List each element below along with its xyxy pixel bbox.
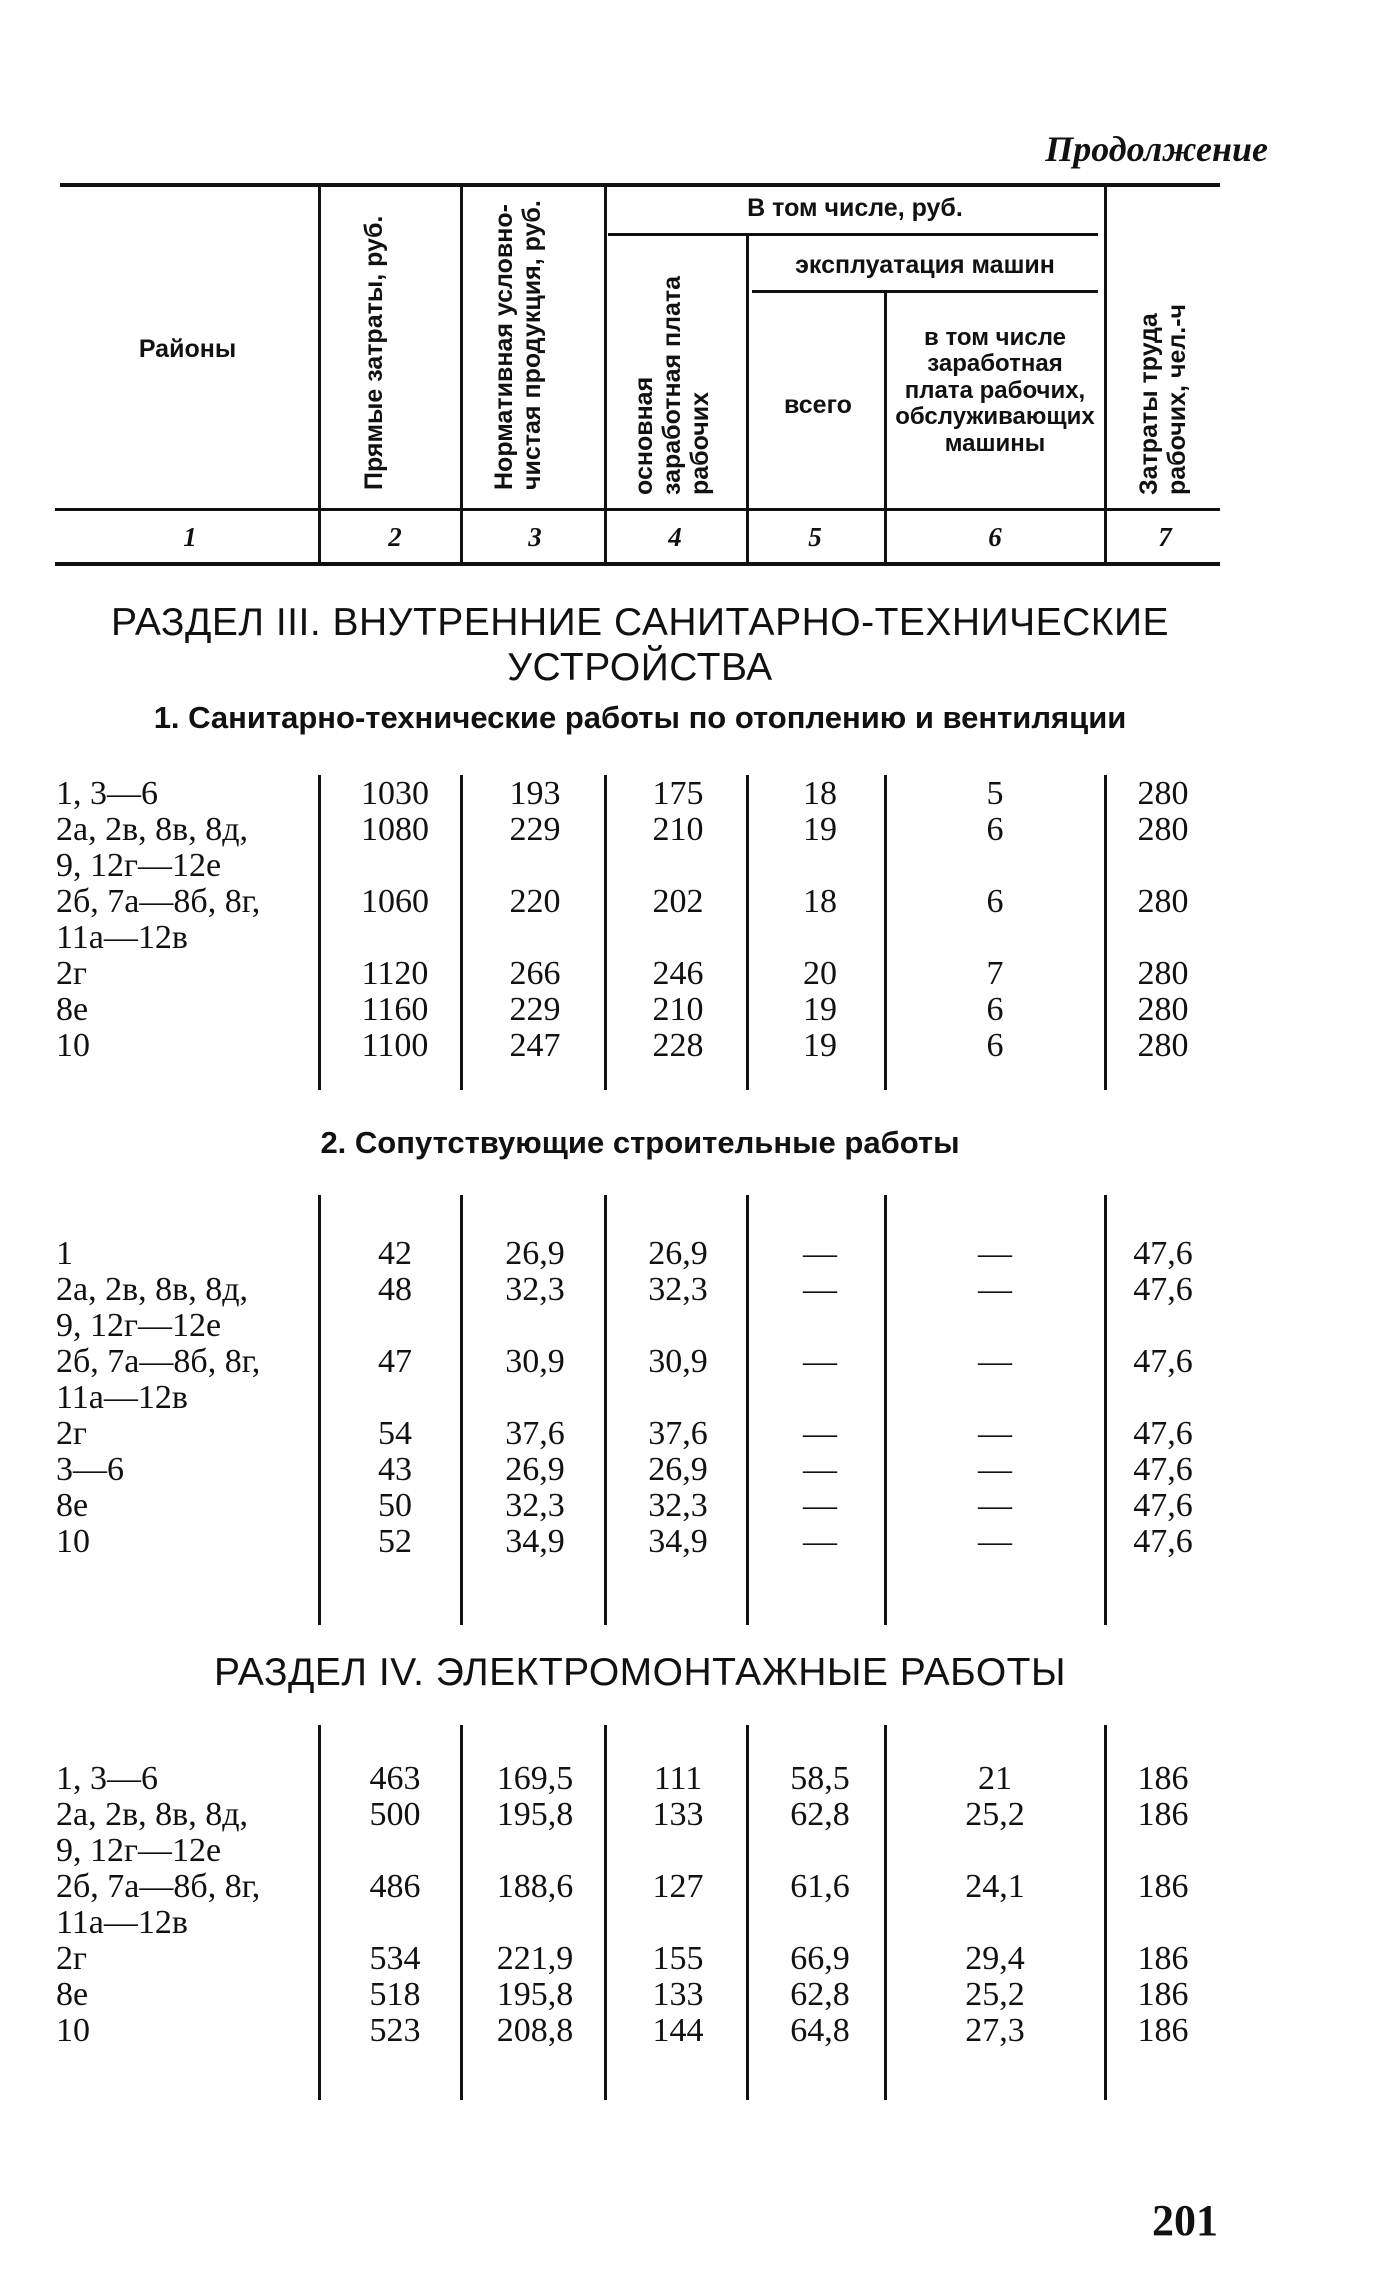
- table-row: [0, 1868, 1388, 1941]
- row-value-col5: 18: [803, 775, 837, 812]
- row-value-col5: 18: [803, 883, 837, 920]
- row-value-col5: —: [803, 1523, 837, 1560]
- table-row: [0, 1235, 1388, 1271]
- colnum-7: 7: [1158, 522, 1172, 552]
- table-row: [0, 883, 1388, 956]
- table-row: [0, 2012, 1388, 2048]
- row-district-label: 2б, 7а—8б, 8г,: [56, 1343, 261, 1380]
- row-value-col4: 210: [652, 991, 704, 1028]
- row-district-label: 3—6: [56, 1451, 124, 1488]
- row-value-col3: 32,3: [505, 1487, 565, 1524]
- row-district-label: 2г: [56, 1415, 87, 1452]
- colnum-2: 2: [388, 522, 402, 552]
- row-value-col7: 280: [1137, 775, 1189, 812]
- row-value-col3: 247: [509, 1027, 561, 1064]
- table-row: [0, 1796, 1388, 1869]
- header-top-rule: [60, 183, 1220, 187]
- row-value-col6: 25,2: [965, 1796, 1025, 1833]
- row-district-label: 2г: [56, 1940, 87, 1977]
- row-district-label: 11а—12в: [56, 1904, 188, 1941]
- row-district-label: 9, 12г—12е: [56, 1832, 222, 1869]
- row-value-col2: 1120: [361, 955, 429, 992]
- table-row: [0, 1487, 1388, 1523]
- header-divider-2: [460, 187, 463, 562]
- row-value-col7: 280: [1137, 883, 1189, 920]
- colnum-3: 3: [528, 522, 542, 552]
- row-value-col4: 175: [652, 775, 704, 812]
- row-value-col6: —: [978, 1235, 1012, 1272]
- row-district-label: 2б, 7а—8б, 8г,: [56, 883, 261, 920]
- row-value-col4: 133: [652, 1976, 704, 2013]
- row-value-col7: 47,6: [1133, 1523, 1193, 1560]
- colnum-bottom-rule: [55, 562, 1220, 566]
- section3-sub1-table: [0, 775, 1388, 1090]
- row-value-col5: 61,6: [790, 1868, 850, 1905]
- row-value-col7: 47,6: [1133, 1271, 1193, 1308]
- header-machine-total: всего: [784, 391, 852, 419]
- row-value-col5: —: [803, 1451, 837, 1488]
- header-divider-4: [746, 236, 749, 562]
- colnum-1: 1: [183, 522, 197, 552]
- row-value-col4: 26,9: [648, 1235, 708, 1272]
- section3-sub1-title: 1. Санитарно-технические работы по отоплению и вентиляции: [153, 700, 1127, 735]
- row-district-label: 10: [56, 1027, 90, 1064]
- continued-label: Продолжение: [1045, 129, 1268, 169]
- row-value-col6: 29,4: [965, 1940, 1025, 1977]
- row-district-label: 10: [56, 2012, 90, 2049]
- row-value-col4: 155: [652, 1940, 704, 1977]
- header-machine-operation: эксплуатация машин: [795, 251, 1055, 279]
- row-value-col2: 518: [369, 1976, 421, 2013]
- row-value-col3: 221,9: [496, 1940, 574, 1977]
- table-row: [0, 1415, 1388, 1451]
- row-value-col5: 58,5: [790, 1760, 850, 1797]
- section3-sub2-title: 2. Сопутствующие строительные работы: [320, 1125, 960, 1160]
- row-value-col3: 26,9: [505, 1451, 565, 1488]
- row-district-label: 2а, 2в, 8в, 8д,: [56, 1271, 248, 1308]
- row-value-col5: 62,8: [790, 1796, 850, 1833]
- row-value-col4: 127: [652, 1868, 704, 1905]
- row-value-col6: —: [978, 1271, 1012, 1308]
- row-value-col7: 280: [1137, 955, 1189, 992]
- row-district-label: 2г: [56, 955, 87, 992]
- row-value-col2: 1100: [361, 1027, 429, 1064]
- row-value-col4: 32,3: [648, 1487, 708, 1524]
- table-row: [0, 1343, 1388, 1416]
- table-row: [0, 1271, 1388, 1344]
- row-value-col4: 32,3: [648, 1271, 708, 1308]
- table-row: [0, 1976, 1388, 2012]
- table-row: [0, 991, 1388, 1027]
- row-value-col4: 133: [652, 1796, 704, 1833]
- table-row: [0, 1523, 1388, 1559]
- header-rule-machines: [752, 290, 1098, 293]
- row-value-col7: 280: [1137, 1027, 1189, 1064]
- row-value-col7: 186: [1137, 2012, 1189, 2049]
- colnum-4: 4: [668, 522, 682, 552]
- row-value-col6: —: [978, 1415, 1012, 1452]
- header-labor-costs: Затраты труда рабочих, чел.-ч: [1135, 303, 1191, 495]
- row-district-label: 8е: [56, 991, 89, 1028]
- row-value-col6: —: [978, 1451, 1012, 1488]
- row-value-col5: 20: [803, 955, 837, 992]
- row-value-col5: 19: [803, 991, 837, 1028]
- row-value-col2: 463: [369, 1760, 421, 1797]
- row-value-col6: 5: [986, 775, 1004, 812]
- row-value-col3: 32,3: [505, 1271, 565, 1308]
- table-row: [0, 1027, 1388, 1063]
- row-value-col2: 43: [378, 1451, 412, 1488]
- row-value-col4: 202: [652, 883, 704, 920]
- row-value-col6: 21: [978, 1760, 1012, 1797]
- row-district-label: 11а—12в: [56, 1379, 188, 1416]
- row-value-col5: —: [803, 1235, 837, 1272]
- table-row: [0, 811, 1388, 884]
- section4-title: РАЗДЕЛ IV. ЭЛЕКТРОМОНТАЖНЫЕ РАБОТЫ: [213, 1651, 1067, 1694]
- section3-title-line2: УСТРОЙСТВА: [507, 646, 773, 689]
- row-value-col6: 6: [986, 811, 1004, 848]
- row-district-label: 2а, 2в, 8в, 8д,: [56, 1796, 248, 1833]
- row-value-col2: 486: [369, 1868, 421, 1905]
- table-row: [0, 775, 1388, 811]
- row-value-col3: 220: [509, 883, 561, 920]
- row-value-col5: —: [803, 1487, 837, 1524]
- row-value-col2: 47: [378, 1343, 412, 1380]
- header-divider-6: [1104, 187, 1107, 562]
- row-value-col7: 186: [1137, 1796, 1189, 1833]
- row-value-col2: 534: [369, 1940, 421, 1977]
- row-value-col4: 26,9: [648, 1451, 708, 1488]
- row-value-col7: 280: [1137, 991, 1189, 1028]
- row-value-col6: 27,3: [965, 2012, 1025, 2049]
- row-value-col3: 26,9: [505, 1235, 565, 1272]
- row-value-col7: 47,6: [1133, 1235, 1193, 1272]
- row-value-col2: 1160: [361, 991, 429, 1028]
- colnum-5: 5: [808, 522, 822, 552]
- row-value-col2: 48: [378, 1271, 412, 1308]
- row-value-col6: —: [978, 1487, 1012, 1524]
- row-value-col6: 6: [986, 883, 1004, 920]
- row-district-label: 8е: [56, 1976, 89, 2013]
- row-value-col2: 42: [378, 1235, 412, 1272]
- header-direct-costs: Прямые затраты, руб.: [360, 215, 388, 490]
- row-value-col7: 186: [1137, 1976, 1189, 2013]
- page-number: 201: [1152, 2196, 1218, 2245]
- row-value-col4: 34,9: [648, 1523, 708, 1560]
- header-divider-1: [318, 187, 321, 562]
- row-value-col5: —: [803, 1343, 837, 1380]
- row-district-label: 11а—12в: [56, 919, 188, 956]
- row-value-col3: 34,9: [505, 1523, 565, 1560]
- row-value-col4: 30,9: [648, 1343, 708, 1380]
- header-normative-net-product: Нормативная условно-чистая продукция, руб.: [490, 200, 546, 490]
- row-district-label: 10: [56, 1523, 90, 1560]
- section4-table: [0, 1725, 1388, 2100]
- row-value-col4: 37,6: [648, 1415, 708, 1452]
- row-value-col4: 228: [652, 1027, 704, 1064]
- row-value-col3: 188,6: [496, 1868, 574, 1905]
- header-basic-wages: основная заработная плата рабочих: [630, 275, 714, 495]
- row-value-col2: 52: [378, 1523, 412, 1560]
- row-value-col7: 280: [1137, 811, 1189, 848]
- row-value-col2: 500: [369, 1796, 421, 1833]
- row-value-col3: 266: [509, 955, 561, 992]
- header-including-rub: В том числе, руб.: [747, 194, 963, 222]
- row-value-col5: —: [803, 1415, 837, 1452]
- colnum-6: 6: [988, 522, 1002, 552]
- row-district-label: 1, 3—6: [56, 1760, 158, 1797]
- row-value-col7: 47,6: [1133, 1415, 1193, 1452]
- header-bottom-rule: [55, 508, 1220, 511]
- row-district-label: 1: [56, 1235, 73, 1272]
- table-row: [0, 1451, 1388, 1487]
- row-value-col3: 37,6: [505, 1415, 565, 1452]
- row-district-label: 2б, 7а—8б, 8г,: [56, 1868, 261, 1905]
- row-value-col2: 50: [378, 1487, 412, 1524]
- row-value-col3: 229: [509, 811, 561, 848]
- row-value-col7: 47,6: [1133, 1487, 1193, 1524]
- row-value-col6: —: [978, 1343, 1012, 1380]
- row-value-col2: 1080: [361, 811, 429, 848]
- row-value-col7: 47,6: [1133, 1451, 1193, 1488]
- table-row: [0, 1940, 1388, 1976]
- row-district-label: 9, 12г—12е: [56, 847, 222, 884]
- row-district-label: 1, 3—6: [56, 775, 158, 812]
- row-value-col4: 210: [652, 811, 704, 848]
- row-value-col6: 7: [986, 955, 1004, 992]
- row-value-col6: 24,1: [965, 1868, 1025, 1905]
- header-divider-3: [604, 187, 607, 562]
- table-header: [0, 0, 1388, 580]
- row-value-col4: 111: [653, 1760, 703, 1797]
- header-incl-wages-machine: в том числе заработная плата рабочих, обслуживающих машины: [895, 324, 1095, 457]
- row-value-col7: 186: [1137, 1760, 1189, 1797]
- row-value-col2: 523: [369, 2012, 421, 2049]
- row-district-label: 8е: [56, 1487, 89, 1524]
- row-value-col7: 186: [1137, 1868, 1189, 1905]
- row-district-label: 2а, 2в, 8в, 8д,: [56, 811, 248, 848]
- row-value-col6: —: [978, 1523, 1012, 1560]
- row-value-col3: 193: [509, 775, 561, 812]
- header-districts: Районы: [138, 335, 237, 363]
- table-row: [0, 955, 1388, 991]
- row-value-col6: 6: [986, 1027, 1004, 1064]
- row-value-col7: 47,6: [1133, 1343, 1193, 1380]
- row-value-col3: 169,5: [496, 1760, 574, 1797]
- row-value-col5: 19: [803, 1027, 837, 1064]
- row-value-col5: 66,9: [790, 1940, 850, 1977]
- row-value-col5: 19: [803, 811, 837, 848]
- row-value-col2: 54: [378, 1415, 412, 1452]
- section3-title-line1: РАЗДЕЛ III. ВНУТРЕННИЕ САНИТАРНО-ТЕХНИЧЕСКИЕ: [110, 601, 1170, 644]
- row-value-col6: 6: [986, 991, 1004, 1028]
- row-value-col4: 246: [652, 955, 704, 992]
- row-value-col5: 64,8: [790, 2012, 850, 2049]
- row-value-col3: 195,8: [496, 1976, 574, 2013]
- row-value-col6: 25,2: [965, 1976, 1025, 2013]
- row-value-col3: 208,8: [496, 2012, 574, 2049]
- row-value-col2: 1030: [361, 775, 429, 812]
- row-value-col5: 62,8: [790, 1976, 850, 2013]
- row-value-col5: —: [803, 1271, 837, 1308]
- section3-sub2-table: [0, 1195, 1388, 1625]
- header-rule-including: [608, 233, 1098, 236]
- row-value-col4: 144: [652, 2012, 704, 2049]
- row-value-col3: 229: [509, 991, 561, 1028]
- row-district-label: 9, 12г—12е: [56, 1307, 222, 1344]
- row-value-col7: 186: [1137, 1940, 1189, 1977]
- row-value-col2: 1060: [361, 883, 429, 920]
- row-value-col3: 30,9: [505, 1343, 565, 1380]
- header-divider-5: [884, 293, 887, 562]
- table-row: [0, 1760, 1388, 1796]
- row-value-col3: 195,8: [496, 1796, 574, 1833]
